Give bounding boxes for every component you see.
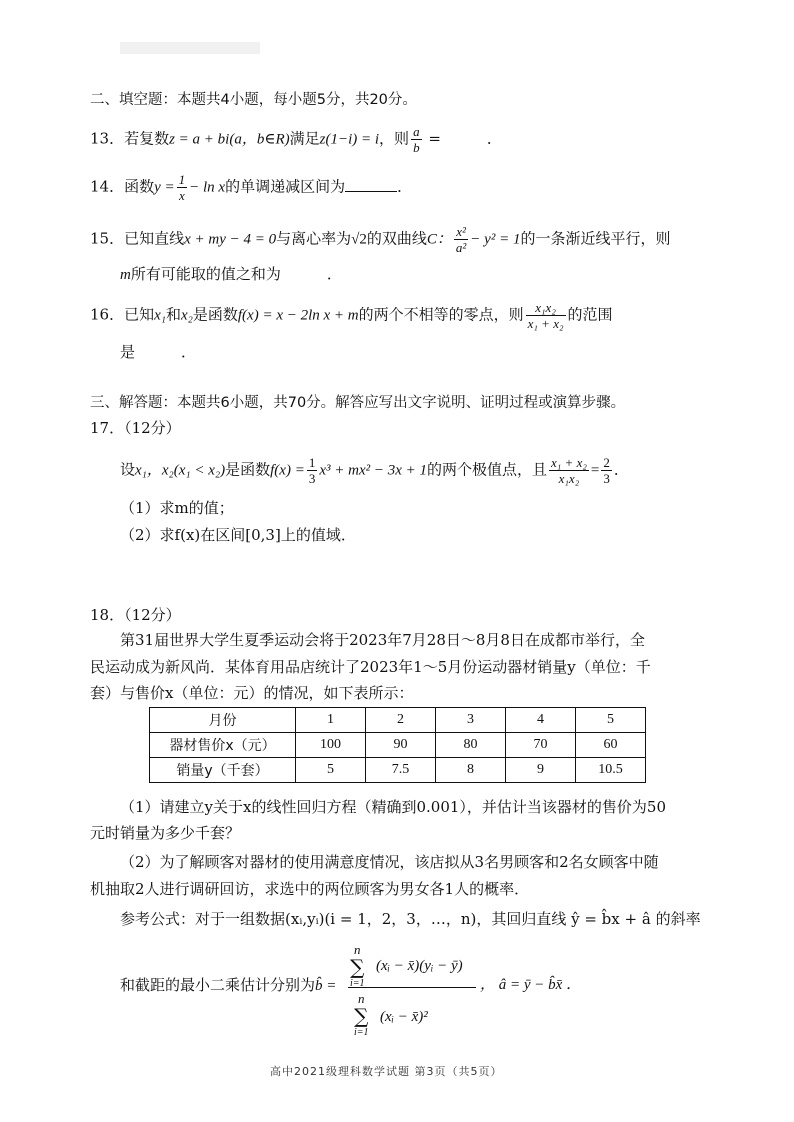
q17-fx-b: x³ + mx² − 3x + 1 [319,462,427,479]
q13-ask: ，则 [379,129,410,148]
table-cell: 60 [576,733,646,758]
question-15 [90,224,670,255]
sum-bottom-index: i=1 [354,1027,369,1038]
q18-part2-line1: （2）为了解顾客对器材的使用满意度情况，该店拟从3名男顾客和2名女顾客中随 [120,853,659,871]
q16-x1: x₁ [154,307,166,324]
section-2-header: 二、填空题：本题共4小题，每小题5分，共20分。 [90,92,417,108]
q18-part2-line2: 机抽取2人进行调研回访，求选中的两位顾客为男女各1人的概率． [90,880,530,898]
q14-post: 的单调递减区间为 [225,177,346,196]
q17-cond-den: x₁x₂ [558,471,580,486]
q14-expr-a: y = [154,179,175,196]
sum-bottom-index: i=1 [350,978,365,989]
q15-expr: x + my − 4 = 0 [184,231,277,248]
q14-prefix: 14．函数 [90,177,155,196]
q13-mid: 满足 [289,129,320,148]
q18-ref-prefix: 和截距的最小二乘估计分别为 [120,976,316,994]
b-hat-label: b̂ = [315,978,337,994]
q15-end: ． [326,265,342,283]
section-3-header: 三、解答题：本题共6小题，共70分。解答应写出文字说明、证明过程或演算步骤。 [90,395,626,411]
sum-denominator-symbol [354,992,369,1040]
denominator-expression: (xᵢ − x̄)² [380,1009,428,1025]
q17-cond-fraction [549,455,589,486]
q17-value-fraction [601,455,612,486]
table-cell: 10.5 [576,758,646,783]
q16-post2: 的范围 [567,305,613,324]
q18-para1-line1: 第31届世界大学生夏季运动会将于2023年7月28日～8月8日在成都市举行，全 [120,631,645,649]
q17-f-frac-num: 1 [308,455,316,470]
table-cell: 5 [576,708,646,733]
question-17-stem [120,455,629,486]
table-cell: 2 [366,708,436,733]
question-17-title: 17．（12分） [90,419,181,437]
q13-expr: z = a + bi(a，b∈R) [169,131,290,148]
sum-top-n: n [358,991,365,1006]
q16-prefix: 16．已知 [90,305,155,324]
row-head-month: 月份 [150,708,296,733]
table-cell: 8 [436,758,506,783]
table-cell: 3 [436,708,506,733]
table-row [150,708,646,733]
table-row [150,758,646,783]
sales-table [149,707,646,783]
table-cell: 100 [296,733,366,758]
q17-value-num: 2 [603,455,610,470]
sigma-icon: ∑ [350,955,365,979]
q16-and: 和 [165,305,181,324]
q17-cond-num: x₁ + x₂ [551,455,587,470]
q14-frac-den: x [178,188,185,203]
fraction-bar [348,987,476,988]
sum-top-n: n [354,942,361,957]
q16-frac-den: x₁ + x₂ [527,316,564,331]
q17-f-fraction [307,455,318,486]
question-17-part-2: （2）求f(x)在区间[0,3]上的值域． [120,526,356,544]
q15-line2: 所有可能取的值之和为 [130,265,281,283]
table-cell: 9 [506,758,576,783]
q14-frac-num: 1 [178,172,186,187]
q17-vars: x₁，x₂(x₁ < x₂) [135,462,226,479]
sigma-icon: ∑ [354,1004,369,1028]
q18-part1-line2: 元时销量为多少千套？ [90,824,241,842]
question-13 [90,124,502,155]
q18-para1-line3: 套）与售价x（单位：元）的情况，如下表所示： [90,684,414,702]
q13-eq: = [423,129,441,148]
question-18-title: 18．（12分） [90,606,181,624]
q14-end: ． [397,177,413,196]
q14-blank [345,177,397,192]
q16-line2: 是 [120,343,136,361]
q15-mid: 与离心率为 [276,229,352,248]
question-17-part-1: （1）求m的值； [120,499,234,517]
q18-reference-line2 [120,975,336,996]
q15-frac-num: x² [454,224,468,240]
table-cell: 4 [506,708,576,733]
q15-frac-den: a² [455,240,467,255]
q17-fx-a: f(x) = [270,462,305,479]
q13-prefix: 13．若复数 [90,129,170,148]
a-hat-formula: ， â = ȳ − b̂x̄ ． [480,977,582,993]
q17-end: ． [613,460,629,479]
q15-post: 的一条渐近线平行，则 [520,229,671,248]
q15-var-m: m [120,267,131,283]
numerator-expression: (xᵢ − x̄)(yᵢ − ȳ) [376,958,463,974]
q13-frac-num: a [413,124,420,139]
q16-fx: f(x) = x − 2ln x + m [237,307,359,324]
table-row [150,733,646,758]
q16-fraction [526,300,566,331]
q15-ecc: √2 [351,231,367,248]
q15-curve: C： [426,231,452,248]
q14-fraction [177,172,188,203]
q16-end: ． [181,343,197,361]
q16-mid: 是函数 [192,305,238,324]
q16-frac-num: x₁x₂ [526,300,566,316]
q17-stem-b: 是函数 [225,460,271,479]
question-16-line2 [120,342,196,362]
sum-numerator-symbol [350,943,365,991]
table-cell: 90 [366,733,436,758]
q17-f-frac-den: 3 [308,471,316,486]
q13-end: ． [486,129,502,148]
question-16 [90,300,613,331]
q17-stem-a: 设 [120,460,136,479]
q18-part1-line1: （1）请建立y关于x的线性回归方程（精确到0.001），并估计当该器材的售价为50 [120,798,667,816]
table-cell: 1 [296,708,366,733]
faded-header [120,42,260,54]
question-14 [90,172,412,203]
q13-fraction [411,124,422,155]
table-cell: 5 [296,758,366,783]
row-head-sales: 销量y（千套） [150,758,296,783]
q18-para1-line2: 民运动成为新风尚．某体育用品店统计了2023年1～5月份运动器材销量y（单位：千 [90,658,651,676]
table-cell: 70 [506,733,576,758]
table-cell: 80 [436,733,506,758]
q15-prefix: 15．已知直线 [90,229,185,248]
q17-cond-eq: = [590,462,600,479]
q18-reference-line1: 参考公式：对于一组数据(xᵢ,yᵢ)(i = 1，2，3，…，n)，其回归直线 ŷ = b̂x + â 的斜率 [120,910,701,928]
page-footer: 高中2021级理科数学试题 第3页（共5页） [270,1065,503,1078]
q13-frac-den: b [413,140,420,155]
table-cell: 7.5 [366,758,436,783]
q16-post: 的两个不相等的零点，则 [358,305,524,324]
question-15-line2 [120,264,342,285]
q15-curve-b: − y² = 1 [470,231,521,248]
q15-fraction [454,224,468,255]
q17-value-den: 3 [603,471,610,486]
q16-x2: x₂ [180,307,193,324]
row-head-price: 器材售价x（元） [150,733,296,758]
q14-expr-b: − ln x [189,179,226,196]
q15-mid2: 的双曲线 [366,229,427,248]
q17-stem-c: 的两个极值点，且 [427,460,548,479]
q13-cond: z(1−i) = i [319,131,380,148]
